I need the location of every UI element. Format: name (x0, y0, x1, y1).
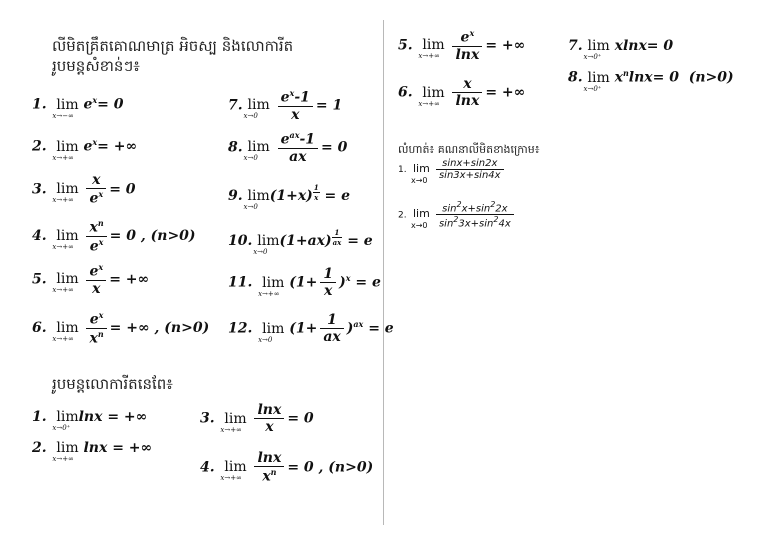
right-formula-6: 6. lim x→+∞ $\frac{x}{\ln x}$ = +∞ (398, 76, 526, 109)
formula-9: 9. lim x→0 (1+x) $^{\frac{1}{x}}$ = e (228, 183, 351, 212)
exercise-1: 1. lim x→0 $\frac{\sin x+\sin 2x}{\sin 3x+\sin 4x}$ (398, 158, 507, 181)
exercise-2: 2. lim x→0 $\frac{\sin^2x+\sin^22x}{\sin^23x+\sin^24x}$ (398, 200, 517, 230)
log-formula-3: 3. lim x→+∞ $\frac{\ln x}{x}$ = 0 (200, 402, 314, 435)
log-formula-4: 4. lim x→+∞ $\frac{\ln x}{x^n}$ = 0 , (n>0) (200, 450, 374, 485)
log-formula-2: 2. lim x→+∞ lnx = +∞ (32, 440, 153, 463)
formula-6: 6. lim x→+∞ $\frac{e^x}{x^n}$ = +∞ , (n>0) (32, 310, 210, 347)
formula-7: 7. lim x→0 $\frac{e^x-1}{x}$ = 1 (228, 88, 343, 123)
right-formula-7: 7. lim x→0⁺ xlnx= 0 (568, 38, 674, 61)
column-divider (383, 20, 384, 525)
formula-3: 3. lim x→+∞ $\frac{x}{e^x}$ = 0 (32, 172, 136, 207)
right-formula-8: 8. lim x→0⁺ $x^n\ln x= 0$ (n>0) (568, 68, 734, 93)
formula-12: 12. lim x→0 (1+ $\frac{1}{ax}$ )$^{ax}$ = e (228, 312, 394, 345)
log-formula-1: 1. lim x→0⁺ lnx = +∞ (32, 409, 148, 432)
formula-5: 5. lim x→+∞ $\frac{e^x}{x}$ = +∞ (32, 262, 150, 297)
page-title: លីមិតគ្រឹតគោណមាត្រ អិចស្ប និងលោការីត (52, 37, 294, 55)
formula-8: 8. lim x→0 $e^{ax}-1$ ax = 0 (228, 130, 348, 165)
formula-1: 1. lim x→−∞ $e^x= 0$ (32, 95, 124, 120)
subtitle-key-formulas: រូបមន្តសំខាន់ៗ៖ (52, 57, 140, 75)
formula-2: 2. lim x→+∞ $e^x=$ +∞ (32, 137, 138, 162)
formula-4: 4. lim x→+∞ $\frac{x^n}{e^x}$ = 0 , (n>0) (32, 218, 196, 255)
formula-10: 10. lim x→0 (1+ax) $^{\frac{1}{ax}}$ = e (228, 228, 373, 257)
formula-11: 11. lim x→+∞ (1+ $\frac{1}{x}$ )$^x$ = e (228, 266, 381, 299)
right-formula-5: 5. lim x→+∞ $\frac{e^x}{\ln x}$ = +∞ (398, 28, 526, 63)
exercise-heading: លំហាត់៖ គណនាលីមិតខាងក្រោម៖ (398, 143, 540, 156)
log-section-heading: រូបមន្តលោការីតនេពែ៖ (52, 375, 173, 393)
